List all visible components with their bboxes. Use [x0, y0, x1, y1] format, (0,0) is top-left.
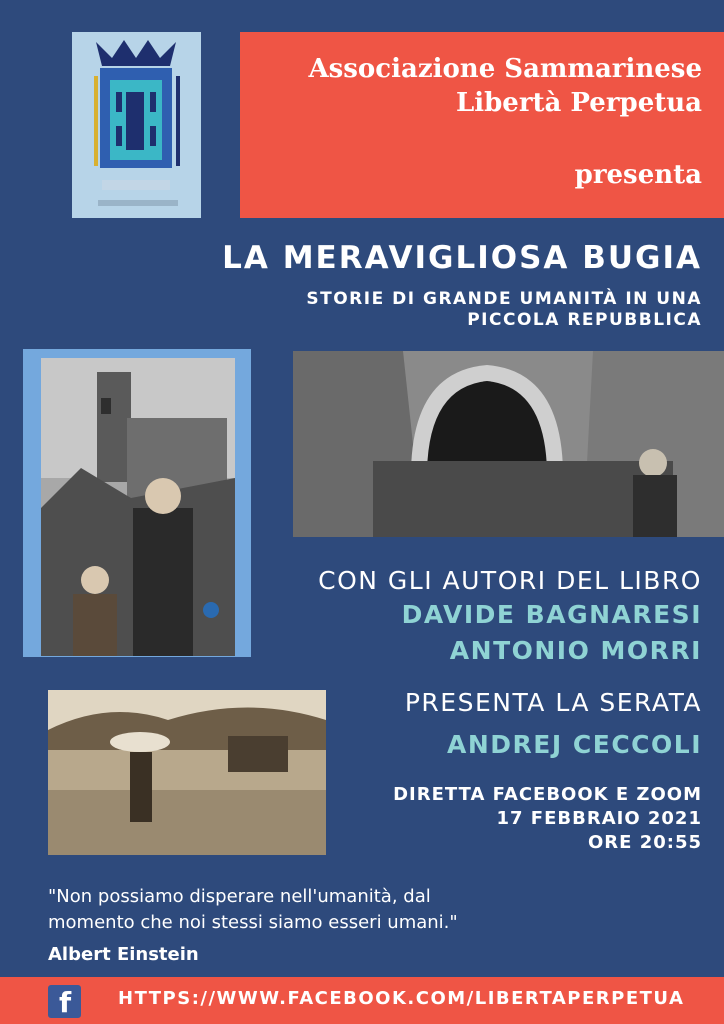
facebook-icon[interactable]: f — [48, 985, 81, 1018]
header-banner — [240, 32, 724, 218]
event-date: 17 FEBBRAIO 2021 — [496, 808, 702, 829]
organization-name-line2: Libertà Perpetua — [455, 88, 702, 118]
quote-line2: momento che noi stessi siamo esseri umani." — [48, 912, 458, 933]
host-intro: PRESENTA LA SERATA — [404, 688, 702, 717]
author-name-1: DAVIDE BAGNARESI — [401, 600, 702, 629]
presents-label: presenta — [574, 160, 702, 190]
broadcast-channel: DIRETTA FACEBOOK E ZOOM — [393, 784, 702, 805]
event-time: ORE 20:55 — [587, 832, 702, 853]
tunnel-refugees-photo — [293, 351, 724, 537]
event-subtitle-line1: STORIE DI GRANDE UMANITÀ IN UNA — [306, 289, 702, 309]
refugees-walking-photo — [48, 690, 326, 855]
castle-tower-logo — [72, 32, 201, 218]
authors-intro: CON GLI AUTORI DEL LIBRO — [318, 566, 702, 595]
event-subtitle-line2: PICCOLA REPUBBLICA — [467, 310, 702, 330]
author-name-2: ANTONIO MORRI — [449, 636, 702, 665]
quote-author: Albert Einstein — [48, 944, 199, 965]
book-cover-photo — [41, 358, 235, 656]
host-name: ANDREJ CECCOLI — [447, 730, 702, 759]
event-title: LA MERAVIGLIOSA BUGIA — [222, 240, 702, 276]
quote-line1: "Non possiamo disperare nell'umanità, dal — [48, 886, 431, 907]
facebook-url-link[interactable]: HTTPS://WWW.FACEBOOK.COM/LIBERTAPERPETUA — [118, 988, 685, 1009]
organization-name-line1: Associazione Sammarinese — [308, 54, 702, 84]
